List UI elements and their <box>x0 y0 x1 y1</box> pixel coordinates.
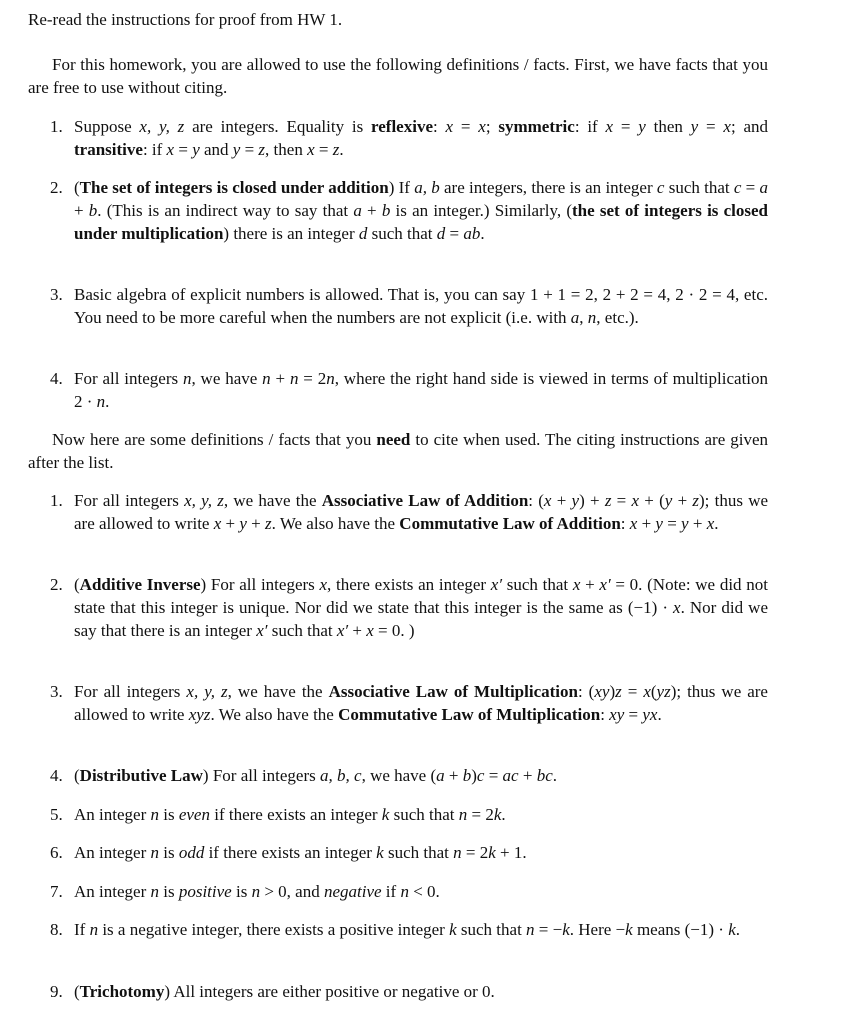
math-term: x <box>673 598 681 617</box>
math-term: x <box>213 514 222 533</box>
text-run: : ( <box>577 682 595 701</box>
text-run: + <box>361 201 382 220</box>
text-run: = <box>613 117 639 136</box>
list2-item-text <box>74 680 768 726</box>
math-term: a <box>353 201 362 220</box>
bold-term: reflexive <box>371 117 433 136</box>
bold-term: transitive <box>74 140 143 159</box>
text-run: such that <box>664 178 734 197</box>
math-term: y <box>232 140 241 159</box>
list1-item-number: 3. <box>50 285 63 304</box>
math-term: n <box>587 308 597 327</box>
text-run: ); thus we are allowed to write <box>74 682 768 724</box>
text-run: . <box>480 224 485 243</box>
text-run: < 0. <box>408 882 440 901</box>
list2-item-text <box>74 841 768 864</box>
text-run: is a negative integer, there exists a positive integer <box>98 920 450 939</box>
math-term: k <box>376 843 384 862</box>
math-term: z <box>604 491 612 510</box>
text-run: . <box>105 392 110 411</box>
math-term: n <box>400 882 409 901</box>
list1-item-4 <box>50 367 768 413</box>
math-term: k <box>493 805 502 824</box>
text-run: + <box>221 514 240 533</box>
math-term: z <box>615 682 622 701</box>
list1-item-2 <box>50 176 768 245</box>
text-run: + <box>246 514 265 533</box>
text-run: such that <box>389 805 459 824</box>
list1-item-text <box>74 283 768 329</box>
text-run: ( <box>74 982 80 1001</box>
text-run: . <box>552 766 557 785</box>
math-term: x <box>478 117 486 136</box>
text-run: + <box>637 514 656 533</box>
text-run: . We also have the <box>210 705 339 724</box>
math-term: x <box>706 514 715 533</box>
math-term: n <box>458 805 468 824</box>
list2-item-2 <box>50 573 768 642</box>
text-run: , there exists an integer <box>327 575 491 594</box>
math-term: x <box>605 117 614 136</box>
math-term: n <box>150 843 159 862</box>
text-run: is an integer.) Similarly, ( <box>390 201 573 220</box>
text-run: ) there is an integer <box>223 224 359 243</box>
bold-term: Associative Law of Multiplication <box>328 682 578 701</box>
math-term: even <box>178 805 210 824</box>
text-run: ) For all integers <box>200 575 320 594</box>
math-term: y <box>638 117 646 136</box>
math-term: n <box>262 369 271 388</box>
text-run: = 2 <box>461 843 489 862</box>
list2-item-6 <box>50 841 768 864</box>
math-term: x <box>319 575 328 594</box>
math-term: c <box>733 178 742 197</box>
text-run: = 0. (Note: we did not state that this integer is unique. Nor did we state that this integer is the same as (−1) · <box>74 575 768 617</box>
math-term: a, b, c <box>320 766 362 785</box>
bold-term: Additive Inverse <box>79 575 201 594</box>
text-run: > 0, and <box>260 882 324 901</box>
text-run: . <box>714 514 719 533</box>
text-run: if there exists an integer <box>204 843 377 862</box>
text-run: = <box>741 178 760 197</box>
math-term: k <box>381 805 390 824</box>
list2-item-3 <box>50 680 768 726</box>
list2-item-8 <box>50 918 768 941</box>
text-run: , <box>579 308 588 327</box>
text-run: ; <box>485 117 499 136</box>
text-run: = 2 <box>298 369 327 388</box>
math-term: k <box>488 843 496 862</box>
math-term: bc <box>536 766 553 785</box>
math-term: xy <box>609 705 625 724</box>
math-term: x, y, z <box>186 682 228 701</box>
text-run: and <box>199 140 233 159</box>
list2-item-text <box>74 573 768 642</box>
text-run: ( <box>74 178 80 197</box>
bold-term: Associative Law of Addition <box>321 491 529 510</box>
text-run: , we have the <box>223 491 322 510</box>
text-run: is <box>158 805 179 824</box>
bold-term: the set of integers is closed under multiplication <box>74 201 769 243</box>
text-run: + <box>688 514 707 533</box>
list2-item-number: 2. <box>50 575 63 594</box>
bold-term: The set of integers is closed under addition <box>79 178 389 197</box>
math-term: ac <box>502 766 519 785</box>
text-run: + <box>672 491 693 510</box>
math-term: x′ <box>490 575 503 594</box>
math-term: y <box>690 117 699 136</box>
text-run: . (This is an indirect way to say that <box>97 201 354 220</box>
math-term: n <box>89 920 99 939</box>
list2-item-text <box>74 803 768 826</box>
text-run: ( <box>74 575 80 594</box>
text-run: such that <box>502 575 573 594</box>
math-term: d <box>436 224 446 243</box>
bold-term: Commutative Law of Multiplication <box>338 705 601 724</box>
text-run: + 1. <box>495 843 527 862</box>
list2-item-number: 6. <box>50 843 63 862</box>
math-term: odd <box>178 843 205 862</box>
text-run: ) <box>471 766 477 785</box>
list2-item-number: 3. <box>50 682 63 701</box>
math-term: b <box>462 766 472 785</box>
math-term: k <box>562 920 570 939</box>
math-term: b <box>381 201 391 220</box>
text-run: means (−1) · <box>632 920 729 939</box>
list2-item-text <box>74 918 768 941</box>
text-run: . We also have the <box>271 514 400 533</box>
text-run: Now here are some definitions / facts that you <box>52 430 377 449</box>
text-run: ( <box>74 766 80 785</box>
math-term: c <box>476 766 485 785</box>
math-term: x <box>572 575 581 594</box>
list2-item-number: 8. <box>50 920 63 939</box>
text-run: = <box>453 117 479 136</box>
math-term: y <box>681 514 689 533</box>
math-term: x <box>631 491 640 510</box>
math-term: y <box>192 140 200 159</box>
list1-item-1 <box>50 115 768 161</box>
text-run: : if <box>142 140 167 159</box>
math-term: b <box>88 201 98 220</box>
text-run: is <box>158 882 179 901</box>
list1-item-number: 2. <box>50 178 63 197</box>
text-run: : <box>620 514 630 533</box>
math-term: a <box>570 308 580 327</box>
text-run: such that <box>367 224 437 243</box>
list2-item-5 <box>50 803 768 826</box>
math-term: n <box>326 369 335 388</box>
bold-term: Distributive Law <box>79 766 203 785</box>
math-term: y <box>571 491 580 510</box>
math-term: x <box>643 682 651 701</box>
text-run: if there exists an integer <box>209 805 382 824</box>
math-term: k <box>625 920 633 939</box>
math-term: x <box>445 117 454 136</box>
list2-item-4 <box>50 764 768 787</box>
math-term: y <box>655 514 663 533</box>
math-term: positive <box>178 882 232 901</box>
math-term: yz <box>656 682 671 701</box>
text-run: , we have ( <box>361 766 437 785</box>
math-term: n <box>251 882 261 901</box>
math-term: c <box>656 178 665 197</box>
text-run: , then <box>265 140 308 159</box>
text-run: + <box>270 369 290 388</box>
list2-item-7 <box>50 880 768 903</box>
text-run: ( <box>650 682 657 701</box>
math-term: xy <box>594 682 610 701</box>
text-run: . Here − <box>569 920 626 939</box>
text-run: : <box>433 117 446 136</box>
text-run: . <box>735 920 741 939</box>
math-term: n <box>150 882 159 901</box>
text-run: + ( <box>639 491 665 510</box>
math-term: x, y, z <box>139 117 185 136</box>
math-term: negative <box>323 882 382 901</box>
text-run: = <box>484 766 503 785</box>
math-term: x, y, z <box>184 491 224 510</box>
list2-item-text <box>74 880 768 903</box>
text-run: : if <box>574 117 606 136</box>
math-term: n <box>289 369 299 388</box>
text-run: An integer <box>74 843 151 862</box>
text-run: ); thus we are allowed to write <box>74 491 769 533</box>
text-run: , we have the <box>227 682 329 701</box>
text-run: ) All integers are either positive or negative or 0. <box>164 982 495 1001</box>
text-run: If <box>74 920 90 939</box>
text-run: ) <box>609 682 616 701</box>
intro-paragraph-2 <box>28 428 768 474</box>
math-term: y <box>239 514 247 533</box>
text-run: = <box>445 224 464 243</box>
math-term: z <box>265 514 272 533</box>
math-term: xyz <box>188 705 211 724</box>
bold-term: need <box>376 430 411 449</box>
header-line: Re-read the instructions for proof from HW 1. <box>28 10 343 29</box>
text-run: = <box>174 140 193 159</box>
math-term: z <box>692 491 700 510</box>
text-run: then <box>645 117 691 136</box>
text-run: . Nor did we say that there is an integer <box>74 598 769 640</box>
list2-item-text <box>74 489 768 535</box>
list1-item-number: 4. <box>50 369 63 388</box>
text-run: are integers. Equality is <box>184 117 372 136</box>
math-term: x <box>307 140 315 159</box>
text-run: = 0. ) <box>373 621 415 640</box>
list1-item-text <box>74 176 768 245</box>
math-term: n <box>526 920 535 939</box>
math-term: x <box>166 140 175 159</box>
math-term: ab <box>463 224 481 243</box>
text-run: such that <box>267 621 337 640</box>
list2-item-9 <box>50 980 768 1003</box>
text-run: Basic algebra of explicit numbers is allowed. That is, you can say 1 + 1 = 2, 2 + 2 = 4, 2 · 2 = 4, etc. You need to be more careful when the numbers are not explicit (i.e. with <box>74 285 768 327</box>
list2-item-number: 1. <box>50 491 63 510</box>
text-run: = <box>698 117 724 136</box>
text-run: = <box>314 140 333 159</box>
list2-item-1 <box>50 489 768 535</box>
text-run: For all integers <box>74 491 185 510</box>
text-run: = − <box>534 920 563 939</box>
text-run: are integers, there is an integer <box>439 178 657 197</box>
math-term: x <box>366 621 374 640</box>
text-run: + <box>348 621 367 640</box>
text-run: + <box>518 766 537 785</box>
text-run: = <box>240 140 259 159</box>
bold-term: Trichotomy <box>79 982 165 1001</box>
text-run: , we have <box>191 369 263 388</box>
math-term: x′ <box>599 575 611 594</box>
math-term: k <box>728 920 736 939</box>
text-run: = <box>611 491 632 510</box>
math-term: a <box>759 178 769 197</box>
math-term: z <box>332 140 340 159</box>
text-run: ) For all integers <box>202 766 321 785</box>
math-term: x <box>543 491 552 510</box>
text-run: ) If <box>388 178 415 197</box>
text-run: An integer <box>74 882 151 901</box>
text-run: such that <box>456 920 527 939</box>
text-run: An integer <box>74 805 151 824</box>
text-run: is <box>158 843 179 862</box>
text-run: ) + <box>579 491 605 510</box>
list1-item-number: 1. <box>50 117 63 136</box>
text-run: , where the right hand side is viewed in terms of multiplication 2 · <box>74 369 769 411</box>
text-run: + <box>580 575 600 594</box>
math-term: n <box>96 392 106 411</box>
text-run: ; and <box>730 117 769 136</box>
math-term: x <box>723 117 731 136</box>
math-term: a <box>436 766 445 785</box>
list2-item-number: 9. <box>50 982 63 1001</box>
text-run: : <box>600 705 610 724</box>
math-term: k <box>449 920 457 939</box>
math-term: y <box>664 491 673 510</box>
list1-item-text <box>74 367 768 413</box>
text-run: if <box>381 882 401 901</box>
text-run: = <box>621 682 644 701</box>
text-run: : ( <box>528 491 544 510</box>
math-term: yx <box>642 705 658 724</box>
text-run: such that <box>383 843 454 862</box>
math-term: a, b <box>414 178 440 197</box>
text-run: For all integers <box>74 682 187 701</box>
list2-item-text <box>74 764 768 787</box>
list2-item-number: 7. <box>50 882 63 901</box>
list1-item-text <box>74 115 768 161</box>
math-term: n <box>182 369 192 388</box>
text-run: + <box>74 201 89 220</box>
math-term: x <box>629 514 638 533</box>
text-run: Suppose <box>74 117 140 136</box>
math-term: n <box>150 805 159 824</box>
text-run: + <box>551 491 572 510</box>
math-term: z <box>258 140 266 159</box>
list2-item-text <box>74 980 768 1003</box>
text-run: . <box>657 705 662 724</box>
math-term: d <box>358 224 368 243</box>
text-run: = <box>624 705 643 724</box>
math-term: x′ <box>256 621 268 640</box>
math-term: n <box>453 843 462 862</box>
text-run: . <box>501 805 506 824</box>
intro-paragraph-1: For this homework, you are allowed to use the following definitions / facts. First, we have facts that you are free to use without citing. <box>28 55 768 97</box>
text-run: . <box>339 140 344 159</box>
text-run: to cite when used. The citing instructions are given after the list. <box>28 430 768 472</box>
text-run: For all integers <box>74 369 183 388</box>
text-run: = <box>662 514 682 533</box>
list1-item-3 <box>50 283 768 329</box>
list2-item-number: 5. <box>50 805 63 824</box>
text-run: is <box>231 882 252 901</box>
list2-item-number: 4. <box>50 766 63 785</box>
math-term: x′ <box>336 621 349 640</box>
text-run: = 2 <box>467 805 494 824</box>
bold-term: symmetric <box>498 117 575 136</box>
bold-term: Commutative Law of Addition <box>399 514 621 533</box>
text-run: + <box>444 766 463 785</box>
text-run: , etc.). <box>596 308 639 327</box>
